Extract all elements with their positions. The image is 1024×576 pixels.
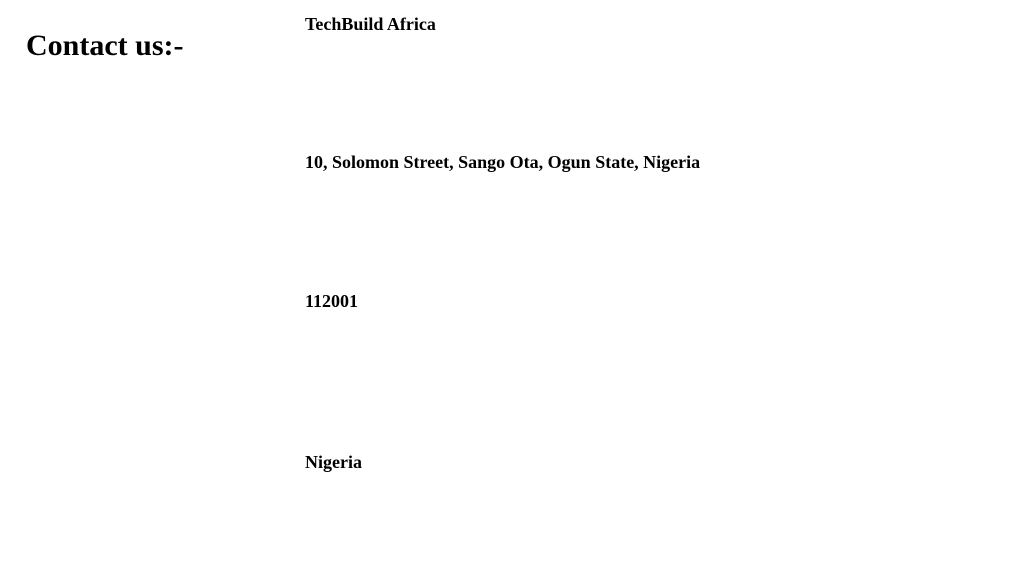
company-name: TechBuild Africa (305, 14, 436, 34)
country: Nigeria (305, 452, 362, 472)
contact-heading: Contact us:- (26, 29, 184, 62)
postal-code: 112001 (305, 291, 359, 311)
street-address: 10, Solomon Street, Sango Ota, Ogun State, Nigeria (305, 152, 701, 172)
